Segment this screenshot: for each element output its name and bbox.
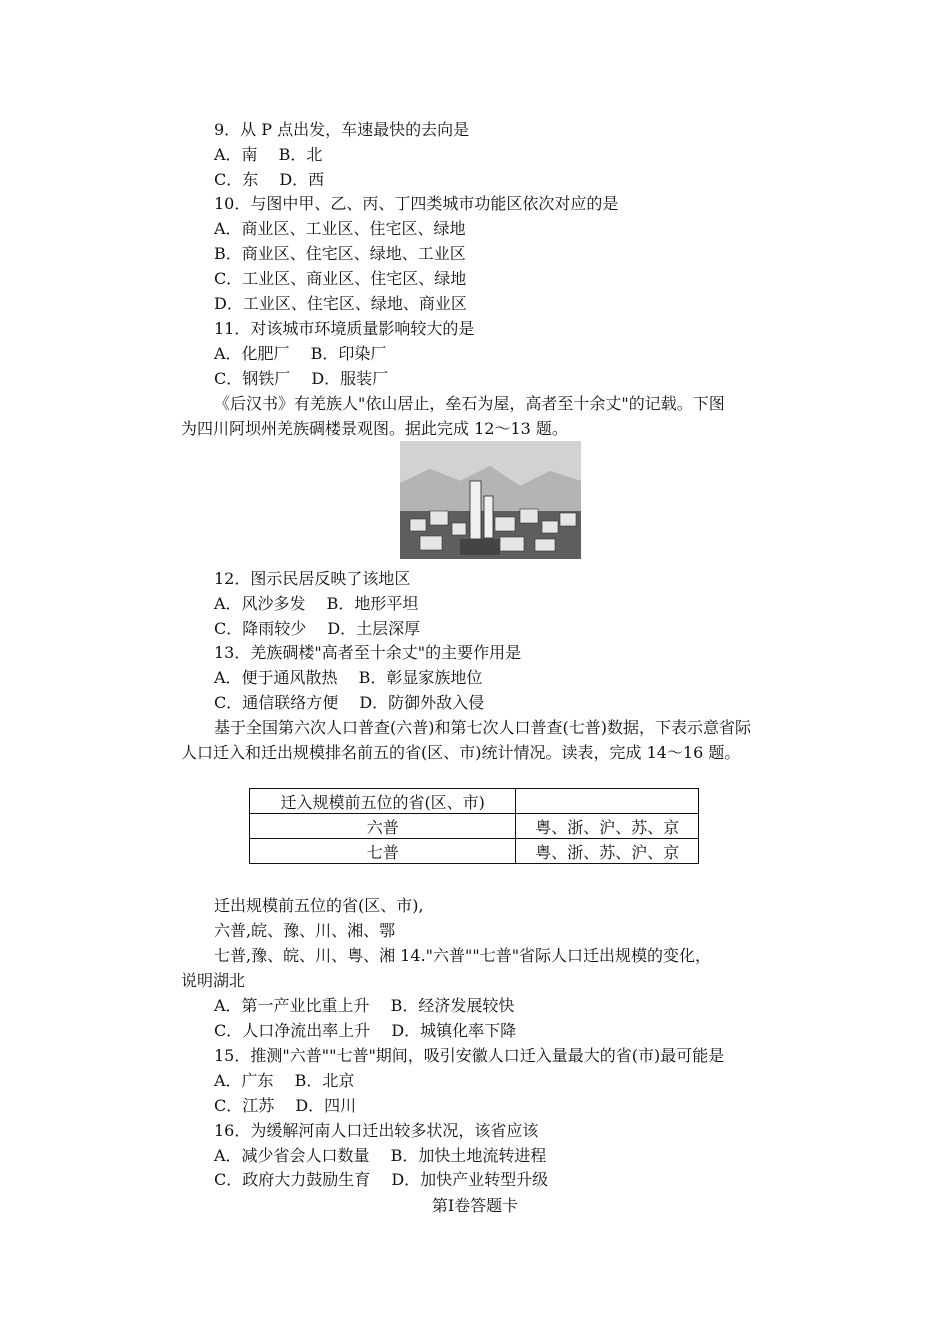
q10-option-c: C．工业区、商业区、住宅区、绿地: [214, 269, 467, 288]
table-header-row: [250, 789, 699, 814]
q16-options-ab: A．减少省会人口数量 B．加快土地流转进程: [214, 1146, 547, 1165]
intro-14-line2: 人口迁入和迁出规模排名前五的省(区、市)统计情况。读表，完成 14～16 题。: [181, 743, 741, 762]
q11-options-cd: C．钢铁厂 D．服装厂: [214, 369, 389, 388]
q11-options-ab: A．化肥厂 B．印染厂: [214, 344, 387, 363]
intro-14-line1: 基于全国第六次人口普查(六普)和第七次人口普查(七普)数据，下表示意省际: [214, 718, 751, 737]
table-row-label: 七普: [250, 839, 516, 864]
q10-option-b: B．商业区、住宅区、绿地、工业区: [214, 244, 466, 263]
q12-stem: 12．图示民居反映了该地区: [214, 569, 411, 588]
q15-options-ab: A．广东 B．北京: [214, 1071, 355, 1090]
q13-stem: 13．羌族碉楼"高者至十余丈"的主要作用是: [214, 643, 522, 662]
table-row: [250, 839, 699, 864]
q10-stem: 10．与图中甲、乙、丙、丁四类城市功能区依次对应的是: [214, 194, 619, 213]
table-row-value: 粤、浙、苏、沪、京: [516, 839, 699, 864]
q15-stem: 15．推测"六普""七普"期间，吸引安徽人口迁入量最大的省(市)最可能是: [214, 1046, 725, 1065]
table-header-value: [516, 789, 699, 814]
q14-options-cd: C．人口净流出率上升 D．城镇化率下降: [214, 1021, 517, 1040]
table-row: [250, 814, 699, 839]
q11-stem: 11．对该城市环境质量影响较大的是: [214, 319, 475, 338]
q13-options-ab: A．便于通风散热 B．彰显家族地位: [214, 668, 483, 687]
q16-stem: 16．为缓解河南人口迁出较多状况，该省应该: [214, 1121, 539, 1140]
q10-option-d: D．工业区、住宅区、绿地、商业区: [214, 294, 467, 313]
q16-options-cd: C．政府大力鼓励生育 D．加快产业转型升级: [214, 1170, 549, 1189]
q9-options-cd: C．东 D．西: [214, 170, 325, 189]
q12-options-ab: A．风沙多发 B．地形平坦: [214, 594, 419, 613]
q15-options-cd: C．江苏 D．四川: [214, 1096, 357, 1115]
q14-options-ab: A．第一产业比重上升 B．经济发展较快: [214, 996, 515, 1015]
intro-12-line1: 《后汉书》有羌族人"依山居止，垒石为屋，高者至十余丈"的记载。下图: [214, 394, 725, 413]
table-row-value: 粤、浙、沪、苏、京: [516, 814, 699, 839]
census-table: [249, 788, 699, 864]
outflow-line3: 七普,豫、皖、川、粤、湘 14."六普""七普"省际人口迁出规模的变化，: [214, 946, 712, 965]
table-header-label: 迁入规模前五位的省(区、市): [250, 789, 516, 814]
q9-options-ab: A．南 B．北: [214, 145, 323, 164]
watchtower-illustration: [400, 441, 581, 559]
q10-option-a: A．商业区、工业区、住宅区、绿地: [214, 219, 466, 238]
q13-options-cd: C．通信联络方便 D．防御外敌入侵: [214, 693, 485, 712]
q9-stem: 9．从 P 点出发，车速最快的去向是: [214, 120, 470, 139]
outflow-line2: 六普,皖、豫、川、湘、鄂: [214, 921, 396, 940]
q12-options-cd: C．降雨较少 D．土层深厚: [214, 619, 421, 638]
intro-12-line2: 为四川阿坝州羌族碉楼景观图。据此完成 12～13 题。: [181, 419, 568, 438]
outflow-line4: 说明湖北: [181, 971, 246, 990]
answer-card-title: 第Ⅰ卷答题卡: [431, 1196, 519, 1215]
table-row-label: 六普: [250, 814, 516, 839]
outflow-line1: 迁出规模前五位的省(区、市),: [214, 896, 424, 915]
qiang-watchtower-photo: [400, 441, 581, 559]
